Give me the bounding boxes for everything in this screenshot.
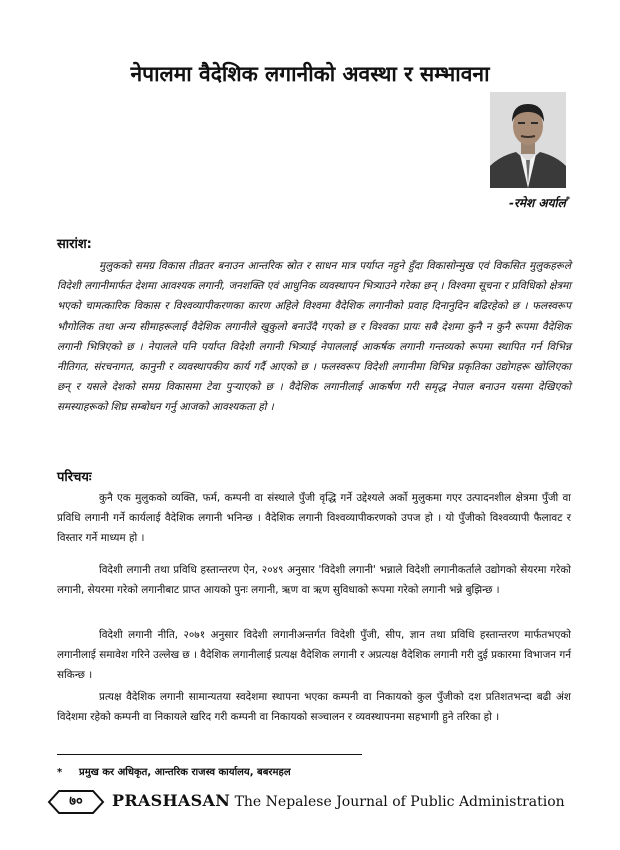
- journal-title: [112, 791, 565, 810]
- author-photo: [490, 92, 566, 188]
- intro-paragraph-1: कुनै एक मुलुकको व्यक्ति, फर्म, कम्पनी वा संस्थाले पुँजी वृद्धि गर्ने उद्देश्यले अर्को मुलुकमा गएर उत्पादनशील क्षेत्रमा पुँजी वा प्रविधि लगानी गर्ने कार्यलाई वैदेशिक लगानी भनिन्छ । वैदेशिक लगानी विश्वव्यापीकरणको उपज हो । यो पुँजीको विश्वव्यापी फैलावट र विस्तार गर्ने माध्यम हो ।: [57, 492, 571, 545]
- footnote-text: प्रमुख कर अधिकृत, आन्तरिक राजस्व कार्यालय, बबरमहल: [79, 767, 291, 778]
- article-title: नेपालमा वैदेशिक लगानीको अवस्था र सम्भावना: [130, 62, 490, 86]
- intro-paragraph-3: विदेशी लगानी नीति, २०७१ अनुसार विदेशी लगानीअन्तर्गत विदेशी पुँजी, सीप, ज्ञान तथा प्रविधि हस्तान्तरण मार्फतभएको लगानीलाई समावेश गरिने उल्लेख छ । वैदेशिक लगानीलाई प्रत्यक्ष वैदेशिक लगानी र अप्रत्यक्ष वैदेशिक लगानी गरी दुई प्रकारमा विभाजन गर्न सकिन्छ ।: [57, 629, 571, 682]
- abstract-text: मुलुकको समग्र विकास तीव्रतर बनाउन आन्तरिक स्रोत र साधन मात्र पर्याप्त नहुने हुँदा विकासोन्मुख एवं विकसित मुलुकहरूले विदेशी लगानीमार्फत देशमा आवश्यक लगानी, जनशक्ति एवं आधुनिक व्यवस्थापन भित्र्याउने गरेका छन् । विश्वमा सूचना र प्रविधिको क्षेत्रमा भएको चामत्कारिक विकास र विश्वव्यापीकरणका कारण अहिले विश्वमा वैदेशिक लगानीको प्रवाह दिनानुदिन बढिरहेको छ । फलस्वरूप भौगोलिक तथा अन्य सीमाहरूलाई वैदेशिक लगानीले खुकुलो बनाउँदै गएको छ र विश्वका प्रायः सबै देशमा कुनै न कुनै रूपमा वैदेशिक लगानी भित्रिएको छ । नेपालले पनि पर्याप्त विदेशी लगानी भित्र्याई नेपाललाई आकर्षक लगानी गन्तव्यको रूपमा स्थापित गर्न विभिन्न नीतिगत, संरचनागत, कानुनी र व्यवस्थापकीय कार्य गर्दै आएको छ । फलस्वरूप विदेशी लगानीमा विभिन्न प्रकृतिका उद्योगहरू खोलिएका छन् र यसले देशको समग्र विकासमा टेवा पुऱ्याएको छ । वैदेशिक लगानीलाई आकर्षण गरी समृद्ध नेपाल बनाउन यसमा देखिएको समस्याहरूको शिघ्र सम्बोधन गर्नु आजको आवश्यकता हो ।: [57, 260, 571, 414]
- author-name: [470, 194, 570, 211]
- page-number: ७०: [69, 794, 83, 809]
- page-footer: [47, 789, 567, 817]
- author-footnote-mark: *: [565, 195, 570, 204]
- abstract-heading: सारांश:: [57, 237, 92, 252]
- intro-paragraph-2: विदेशी लगानी तथा प्रविधि हस्तान्तरण ऐन, २०४९ अनुसार 'विदेशी लगानी' भन्नाले विदेशी लगानीकर्ताले उद्योगको सेयरमा गरेको लगानी, सेयरमा गरेको लगानीबाट प्राप्त आयको पुनः लगानी, ऋण वा ऋण सुविधाको रूपमा गरेको लगानी भन्ने बुझिन्छ ।: [57, 564, 571, 597]
- footnote-mark: *: [57, 767, 63, 778]
- intro-paragraph-4: प्रत्यक्ष वैदेशिक लगानी सामान्यतया स्वदेशमा स्थापना भएका कम्पनी वा निकायको कुल पुँजीको दश प्रतिशतभन्दा बढी अंश विदेशमा रहेको कम्पनी वा निकायले खरिद गरी कम्पनी वा निकायको सञ्चालन र व्यवस्थापनमा सहभागी हुने तरिका हो ।: [57, 691, 571, 724]
- journal-name: PRASHASAN: [112, 791, 231, 810]
- journal-subtitle: The Nepalese Journal of Public Administration: [234, 794, 565, 810]
- author-name-text: -रमेश अर्याल: [509, 196, 566, 210]
- footnote: [57, 764, 291, 778]
- introduction-heading: परिचयः: [57, 470, 92, 485]
- footnote-divider: [57, 754, 362, 755]
